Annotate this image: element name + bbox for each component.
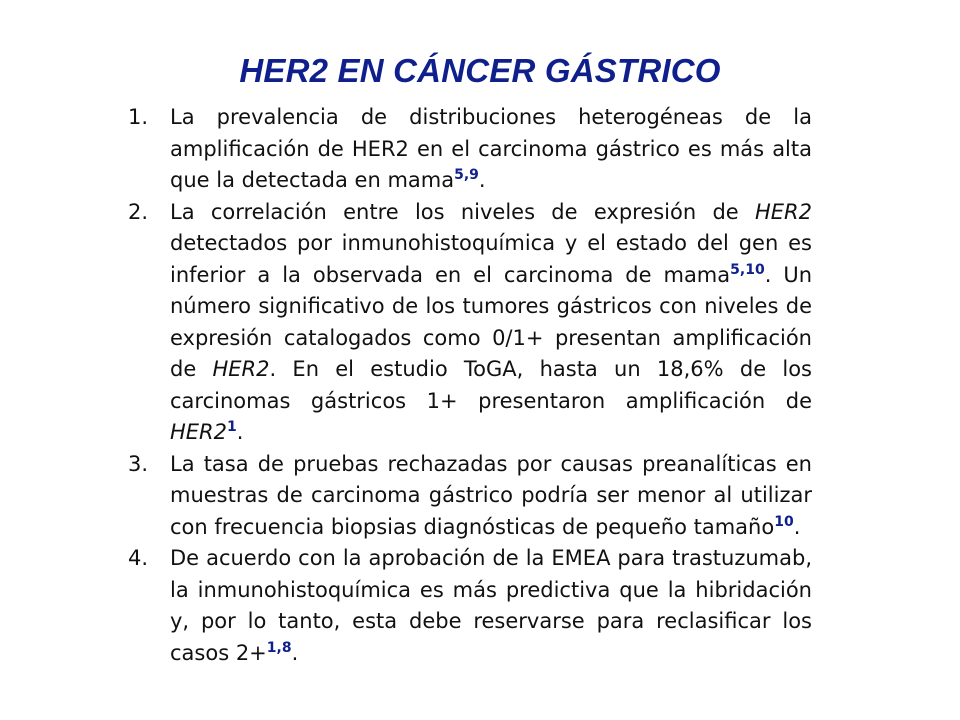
- text-segment: .: [236, 420, 244, 444]
- text-segment: . Un número significativo de los tumores gástricos con niveles de expresión catalogados como 0/1+ presentan amplificación de: [170, 262, 812, 381]
- slide-title: HER2 EN CÁNCER GÁSTRICO: [239, 52, 721, 90]
- text-segment: La correlación entre los niveles de expresión de: [170, 199, 755, 224]
- item-text: [170, 102, 812, 197]
- text-segment: . En el estudio ToGA, hasta un 18,6% de los carcinomas gástricos 1+ presentaron amplificación de: [170, 357, 812, 413]
- text-segment: La tasa de pruebas rechazadas por causas preanalíticas en muestras de carcinoma gástrico podría ser menor al utilizar con frecuencia biopsias diagnósticas de pequeño tamaño: [170, 451, 812, 539]
- item-number: 4.: [128, 546, 149, 570]
- text-segment: .: [291, 640, 299, 665]
- reference-superscript: 5,9: [454, 167, 479, 183]
- item-number: 1.: [128, 105, 149, 129]
- list-item: [128, 197, 812, 449]
- text-segment: .: [793, 514, 801, 539]
- numbered-list: [128, 102, 812, 669]
- item-text: [170, 543, 812, 669]
- list-item: [128, 449, 812, 544]
- text-segment: detectados por inmunohistoquímica y el estado del gen es inferior a la observada en el carcinoma de mama: [170, 231, 812, 287]
- reference-superscript: 1,8: [266, 639, 292, 656]
- text-segment: De acuerdo con la aprobación de la EMEA para trastuzumab, la inmunohistoquímica es más predictiva que la hibridación y, por lo tanto, esta debe reservarse para reclasificar los casos 2+: [170, 546, 812, 665]
- gene-name: HER2: [212, 357, 270, 381]
- item-number: 2.: [128, 199, 149, 224]
- list-item: [128, 543, 812, 669]
- item-text: [170, 449, 812, 544]
- text-segment: .: [478, 168, 486, 192]
- reference-superscript: 10: [774, 513, 794, 530]
- item-text: [170, 197, 812, 449]
- gene-name: HER2: [754, 199, 812, 224]
- item-number: 3.: [128, 451, 149, 476]
- text-segment: La prevalencia de distribuciones heterogéneas de la amplificación de HER2 en el carcinoma gástrico es más alta que la detectada en mama: [170, 105, 812, 192]
- reference-superscript: 1: [227, 419, 237, 435]
- reference-superscript: 5,10: [730, 261, 765, 278]
- list-item: [128, 102, 812, 197]
- gene-name: HER2: [170, 420, 228, 444]
